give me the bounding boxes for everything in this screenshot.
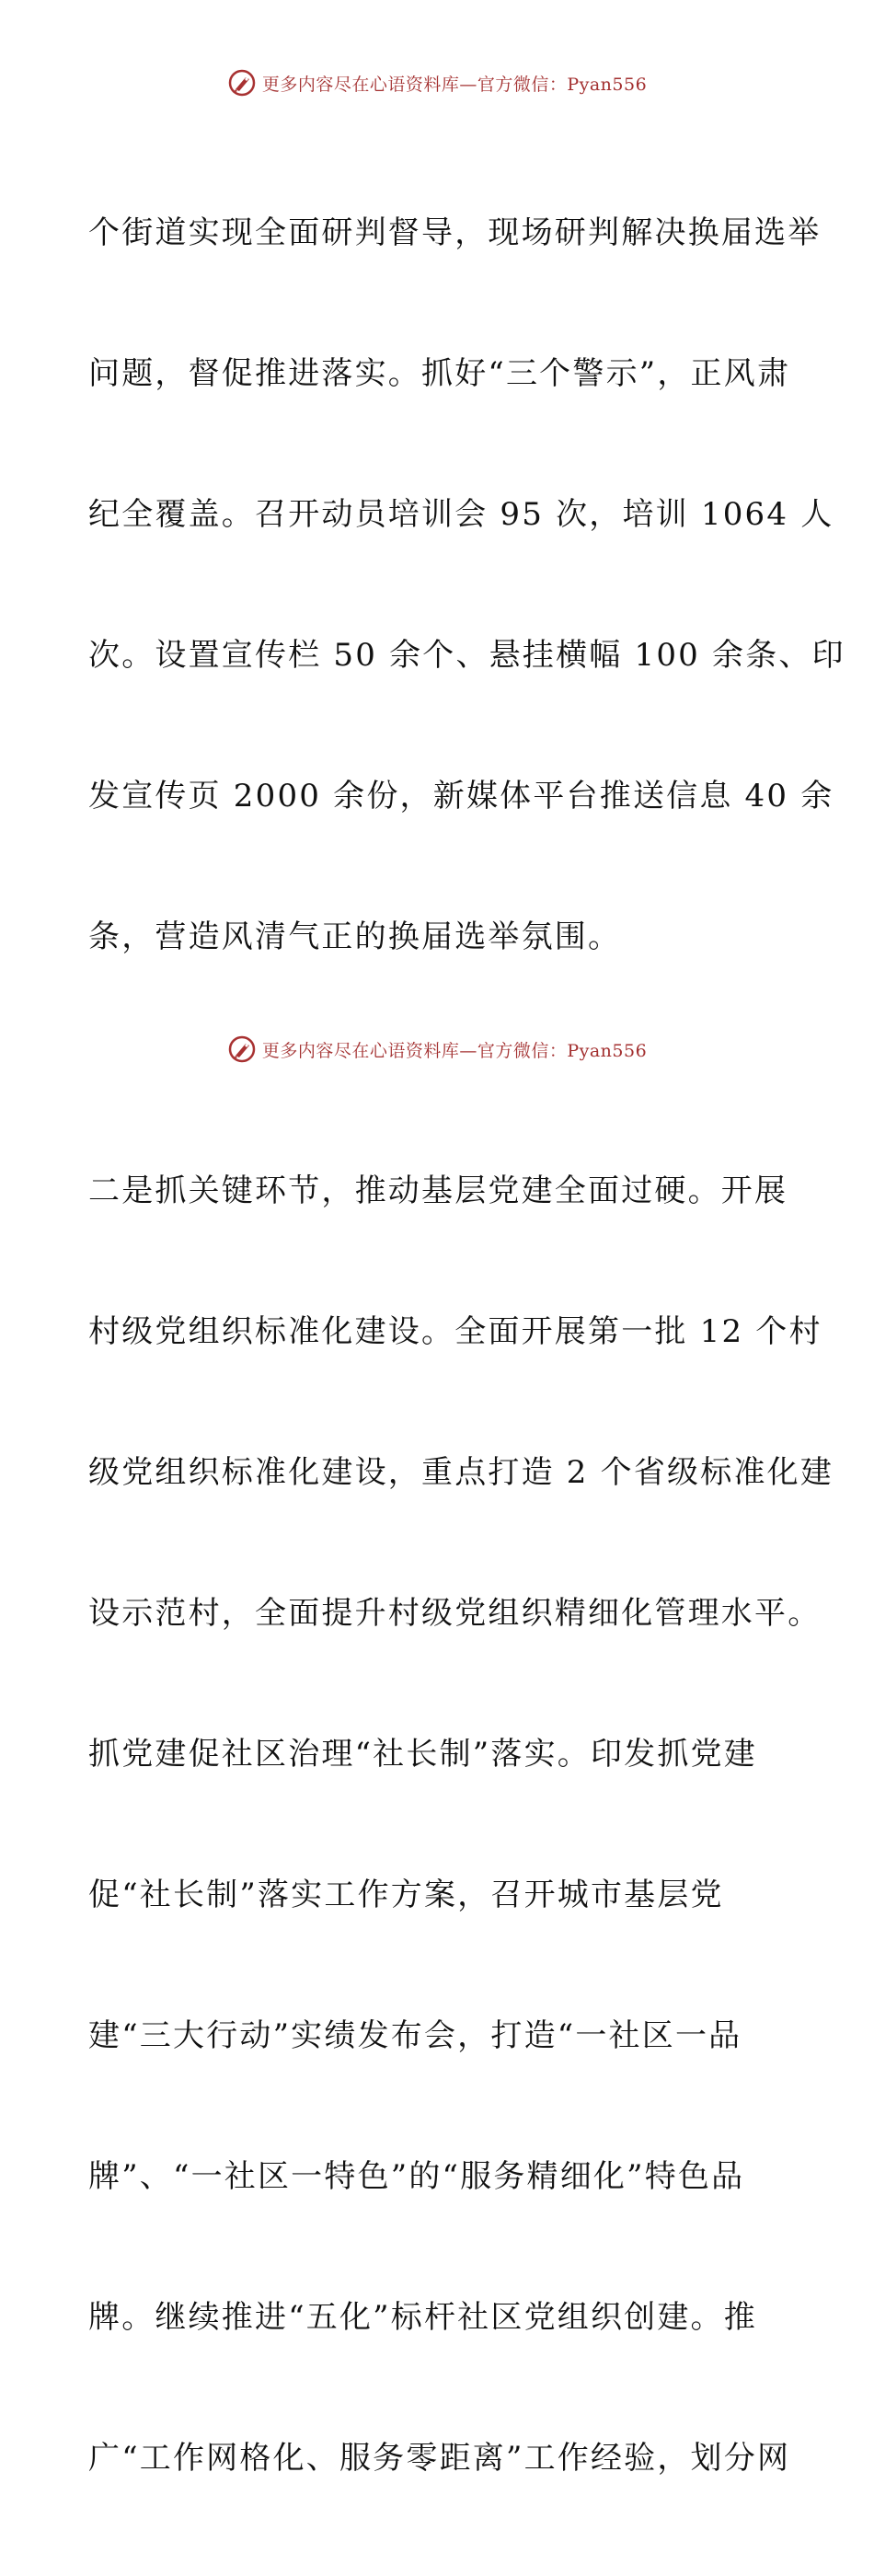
paragraph-line: 村级党组织标准化建设。全面开展第一批 12 个村 — [88, 1313, 822, 1350]
paragraph-line: 建“三大行动”实绩发布会，打造“一社区一品 — [88, 2017, 742, 2054]
pen-nib-logo-icon — [227, 1034, 257, 1064]
paragraph-line: 牌”、“一社区一特色”的“服务精细化”特色品 — [88, 2158, 745, 2195]
paragraph-line: 个街道实现全面研判督导，现场研判解决换届选举 — [88, 214, 822, 251]
paragraph-line: 纪全覆盖。召开动员培训会 95 次，培训 1064 人 — [88, 496, 834, 533]
paragraph-line: 广“工作网格化、服务零距离”工作经验，划分网 — [88, 2440, 791, 2477]
paragraph-2 — [88, 1074, 834, 2576]
paragraph-line: 抓党建促社区治理“社长制”落实。印发抓党建 — [88, 1736, 757, 1773]
paragraph-line: 促“社长制”落实工作方案，召开城市基层党 — [88, 1877, 724, 1913]
paragraph-line: 二是抓关键环节，推动基层党建全面过硬。开展 — [88, 1172, 788, 1209]
paragraph-line: 发宣传页 2000 余份，新媒体平台推送信息 40 余 — [88, 778, 834, 814]
paragraph-line: 问题，督促推进落实。抓好“三个警示”，正风肃 — [88, 355, 791, 392]
paragraph-line: 设示范村，全面提升村级党组织精细化管理水平。 — [88, 1595, 822, 1632]
document-body — [88, 116, 845, 2576]
footer-watermark — [0, 1034, 874, 1064]
paragraph-1 — [88, 116, 845, 1055]
pen-nib-logo-icon — [227, 68, 257, 98]
header-watermark-text: 更多内容尽在心语资料库—官方微信：Pyan556 — [261, 74, 648, 95]
header-watermark — [0, 68, 874, 98]
paragraph-line: 级党组织标准化建设，重点打造 2 个省级标准化建 — [88, 1454, 834, 1491]
paragraph-line: 条，营造风清气正的换届选举氛围。 — [88, 918, 622, 955]
paragraph-line: 次。设置宣传栏 50 余个、悬挂横幅 100 余条、印 — [88, 637, 845, 674]
paragraph-line: 牌。继续推进“五化”标杆社区党组织创建。推 — [88, 2299, 757, 2336]
footer-watermark-text: 更多内容尽在心语资料库—官方微信：Pyan556 — [261, 1040, 648, 1061]
